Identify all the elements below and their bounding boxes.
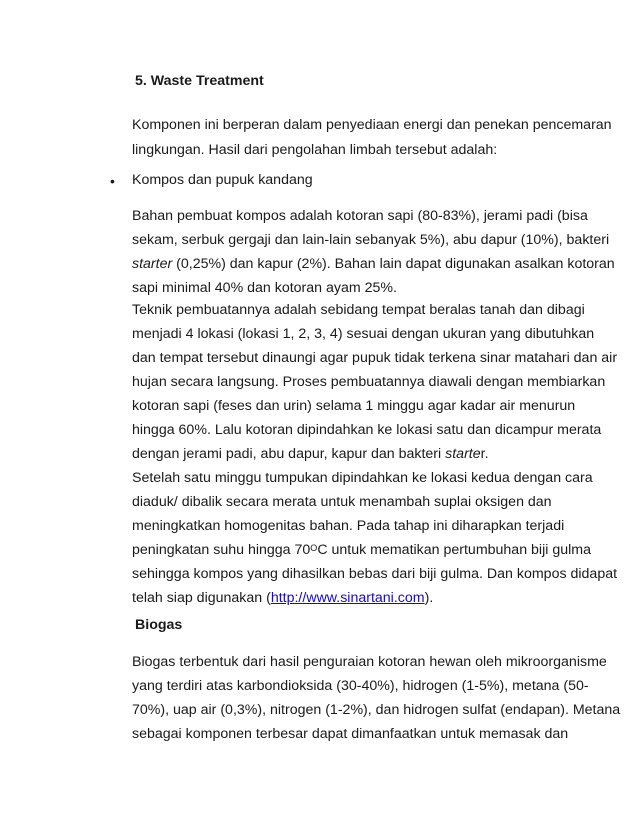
bullet-marker: • <box>110 173 115 189</box>
para3-line-4-post: C untuk mematikan pertumbuhan biji gulma <box>317 542 591 558</box>
para3-line-3: meningkatkan homogenitas bahan. Pada tahap ini diharapkan terjadi <box>132 518 565 534</box>
para2-line-5: kotoran sapi (feses dan urin) selama 1 minggu agar kadar air menurun <box>132 398 576 414</box>
starter-term: starter <box>132 256 173 272</box>
sinartani-link[interactable]: http://www.sinartani.com <box>270 590 425 606</box>
para1-line-4: sapi minimal 40% dan kotoran ayam 25%. <box>132 280 397 296</box>
biogas-subheading: Biogas <box>135 617 183 633</box>
para2-line-7-pre: dengan jerami padi, abu dapur, kapur dan bakteri <box>132 446 446 462</box>
para3-line-4 <box>132 540 591 560</box>
para2-line-6: hingga 60%. Lalu kotoran dipindahkan ke lokasi satu dan dicampur merata <box>132 422 602 438</box>
para3-line-4-pre: peningkatan suhu hingga 70 <box>132 542 311 558</box>
intro-line-2: lingkungan. Hasil dari pengolahan limbah tersebut adalah: <box>132 142 498 158</box>
para3-line-2: diaduk/ dibalik secara merata untuk menambah suplai oksigen dan <box>132 494 552 510</box>
para1-line-1: Bahan pembuat kompos adalah kotoran sapi (80-83%), jerami padi (bisa <box>132 208 588 224</box>
para1-line-3 <box>132 254 615 274</box>
para2-line-4: hujan secara langsung. Proses pembuatannya diawali dengan membiarkan <box>132 374 606 390</box>
intro-line-1: Komponen ini berperan dalam penyediaan energi dan penekan pencemaran <box>132 117 612 133</box>
para2-line-7 <box>132 444 489 464</box>
starter-term-2: starte <box>445 446 481 462</box>
degree-superscript: O <box>310 543 318 553</box>
para3-line-6-post: ). <box>424 590 434 606</box>
bullet-item: Kompos dan pupuk kandang <box>132 172 313 188</box>
para2-line-3: dan tempat tersebut dinaungi agar pupuk tidak terkena sinar matahari dan air <box>132 350 618 366</box>
para2-line-1: Teknik pembuatannya adalah sebidang tempat beralas tanah dan dibagi <box>132 302 585 318</box>
section-heading: 5. Waste Treatment <box>135 73 264 89</box>
para4-line-1: Biogas terbentuk dari hasil penguraian kotoran hewan oleh mikroorganisme <box>132 654 607 670</box>
para1-line-2: sekam, serbuk gergaji dan lain-lain sebanyak 5%), abu dapur (10%), bakteri <box>132 232 610 248</box>
para3-line-6 <box>132 588 433 608</box>
para4-line-2: yang terdiri atas karbondioksida (30-40%), hidrogen (1-5%), metana (50- <box>132 678 589 694</box>
para3-line-1: Setelah satu minggu tumpukan dipindahkan ke lokasi kedua dengan cara <box>132 470 593 486</box>
para3-line-6-pre: telah siap digunakan ( <box>132 590 271 606</box>
para1-line-3-rest: (0,25%) dan kapur (2%). Bahan lain dapat digunakan asalkan kotoran <box>172 256 615 272</box>
para3-line-5: sehingga kompos yang dihasilkan bebas dari biji gulma. Dan kompos didapat <box>132 566 618 582</box>
para4-line-3: 70%), uap air (0,3%), nitrogen (1-2%), dan hidrogen sulfat (endapan). Metana <box>132 702 621 718</box>
para2-line-7-post: r. <box>480 446 489 462</box>
para4-line-4: sebagai komponen terbesar dapat dimanfaatkan untuk memasak dan <box>132 726 569 742</box>
para2-line-2: menjadi 4 lokasi (lokasi 1, 2, 3, 4) sesuai dengan ukuran yang dibutuhkan <box>132 326 595 342</box>
